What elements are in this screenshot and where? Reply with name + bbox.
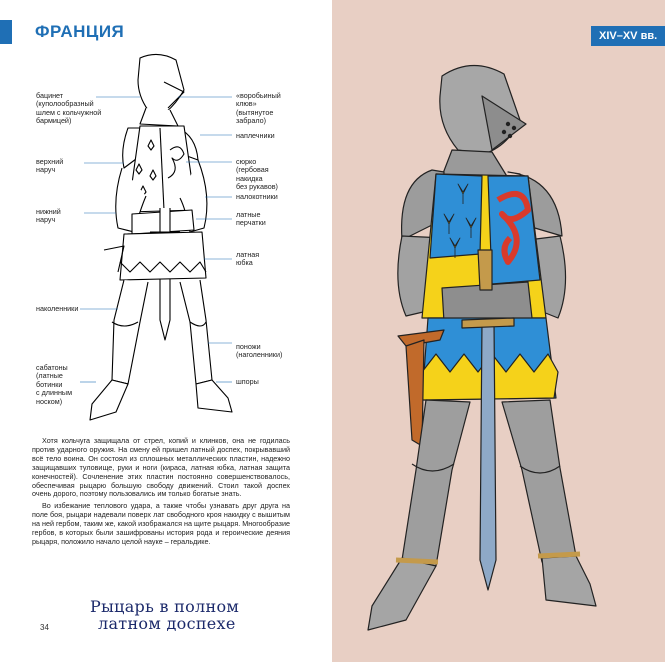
knight-color-illustration xyxy=(332,0,665,662)
label-spurs: шпоры xyxy=(236,377,259,386)
label-upper-arm: верхний наруч xyxy=(36,157,64,175)
label-lower-arm: нижний наруч xyxy=(36,207,61,225)
label-surcoat: сюрко (гербовая накидка без рукавов) xyxy=(236,157,278,192)
paragraph: Хотя кольчуга защищала от стрел, копий и клинков, она не годилась против ударного оружия. На смену ей пришел латный доспех, покрывавший всё тело воина. Он состоял из сплошных металлических пластин, надежно защищавших туловище, руки и ноги (кираса, латная юбка, латная защита конечностей). Сочленение этих пластин постоянно совершенствовалось, обеспечивая рыцарю большую свободу движений. Стоил такой доспех очень дорого, поэтому пользовались им только богатые знать. xyxy=(32,436,290,499)
section-title: ФРАНЦИЯ xyxy=(35,22,125,41)
label-couters: налокотники xyxy=(236,192,278,201)
label-skirt: латная юбка xyxy=(236,250,260,268)
label-pauldrons: наплечники xyxy=(236,131,275,140)
label-bascinet: бацинет (куполообразный шлем с кольчужной бармицей) xyxy=(36,91,102,126)
label-knee: наколенники xyxy=(36,304,79,313)
period-badge: XIV–XV вв. xyxy=(591,26,665,46)
section-tab-marker xyxy=(0,20,12,44)
chapter-title: Рыцарь в полном латном доспехе xyxy=(90,597,240,633)
label-sabatons: сабатоны (латные ботинки с длинным носком) xyxy=(36,363,73,406)
paragraph: Во избежание теплового удара, а также чтобы узнавать друг друга на поле боя, рыцари надевали поверх лат свободного кроя накидку с вышитым на ней гербом, таким же, какой изображался на щите рыцаря. Многообразие гербов, в которых были зашифрованы история рода и героические деяния рыцаря, положило начало целой науке – геральдике. xyxy=(32,501,290,546)
label-greaves: поножи (наголенники) xyxy=(236,342,283,360)
body-text xyxy=(32,437,290,547)
label-visor: «воробьиный клюв» (вытянутое забрало) xyxy=(236,91,281,126)
page-number: 34 xyxy=(40,623,49,632)
label-gauntlets: латные перчатки xyxy=(236,210,266,228)
